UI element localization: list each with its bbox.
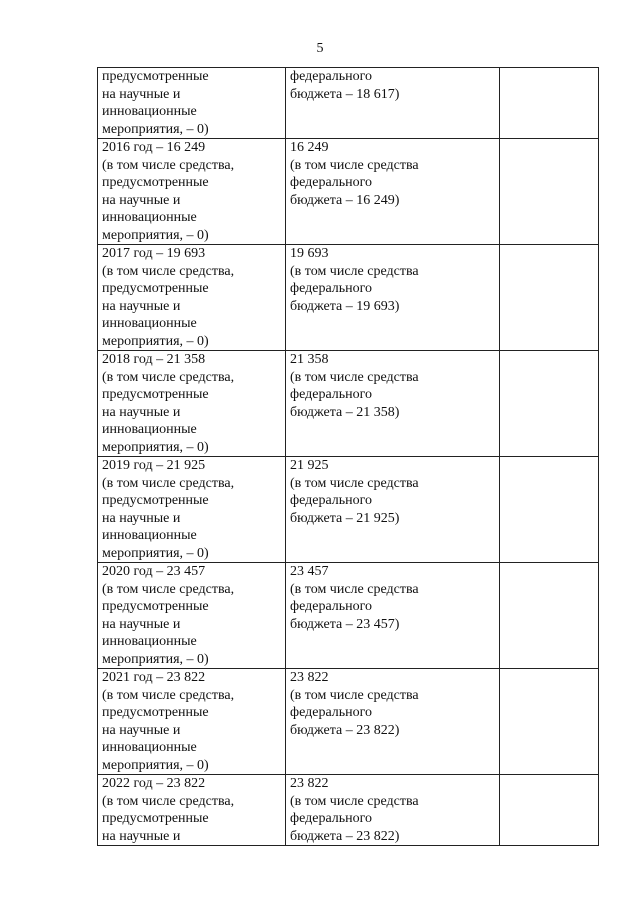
- table-cell-description: 2022 год – 23 822 (в том числе средства, предусмотренные на научные и: [98, 775, 286, 846]
- table-row: [98, 139, 599, 245]
- table-row: [98, 351, 599, 457]
- table-cell-empty: [500, 457, 599, 563]
- table-cell-description: 2019 год – 21 925 (в том числе средства, предусмотренные на научные и инновационные мероприятия, – 0): [98, 457, 286, 563]
- table-row: [98, 669, 599, 775]
- table-cell-description: 2016 год – 16 249 (в том числе средства, предусмотренные на научные и инновационные мероприятия, – 0): [98, 139, 286, 245]
- budget-table: [97, 67, 599, 846]
- table-cell-empty: [500, 139, 599, 245]
- table-row: [98, 245, 599, 351]
- table-cell-empty: [500, 68, 599, 139]
- table-cell-empty: [500, 775, 599, 846]
- table-cell-federal: федерального бюджета – 18 617): [286, 68, 500, 139]
- table-row: [98, 68, 599, 139]
- table-cell-federal: 16 249 (в том числе средства федерального бюджета – 16 249): [286, 139, 500, 245]
- table-cell-empty: [500, 351, 599, 457]
- table-cell-description: 2017 год – 19 693 (в том числе средства, предусмотренные на научные и инновационные мероприятия, – 0): [98, 245, 286, 351]
- page-number: 5: [316, 41, 324, 56]
- table-cell-federal: 23 822 (в том числе средства федерального бюджета – 23 822): [286, 775, 500, 846]
- table-cell-description: 2020 год – 23 457 (в том числе средства, предусмотренные на научные и инновационные мероприятия, – 0): [98, 563, 286, 669]
- table-cell-description: 2018 год – 21 358 (в том числе средства, предусмотренные на научные и инновационные мероприятия, – 0): [98, 351, 286, 457]
- table-cell-federal: 23 822 (в том числе средства федерального бюджета – 23 822): [286, 669, 500, 775]
- table-cell-federal: 23 457 (в том числе средства федерального бюджета – 23 457): [286, 563, 500, 669]
- table-cell-federal: 21 358 (в том числе средства федерального бюджета – 21 358): [286, 351, 500, 457]
- table-cell-empty: [500, 669, 599, 775]
- table-cell-description: предусмотренные на научные и инновационные мероприятия, – 0): [98, 68, 286, 139]
- table-cell-description: 2021 год – 23 822 (в том числе средства, предусмотренные на научные и инновационные мероприятия, – 0): [98, 669, 286, 775]
- table-cell-empty: [500, 245, 599, 351]
- table-cell-federal: 19 693 (в том числе средства федерального бюджета – 19 693): [286, 245, 500, 351]
- table-row: [98, 563, 599, 669]
- table-cell-federal: 21 925 (в том числе средства федерального бюджета – 21 925): [286, 457, 500, 563]
- table-row: [98, 457, 599, 563]
- table-cell-empty: [500, 563, 599, 669]
- table-row: [98, 775, 599, 846]
